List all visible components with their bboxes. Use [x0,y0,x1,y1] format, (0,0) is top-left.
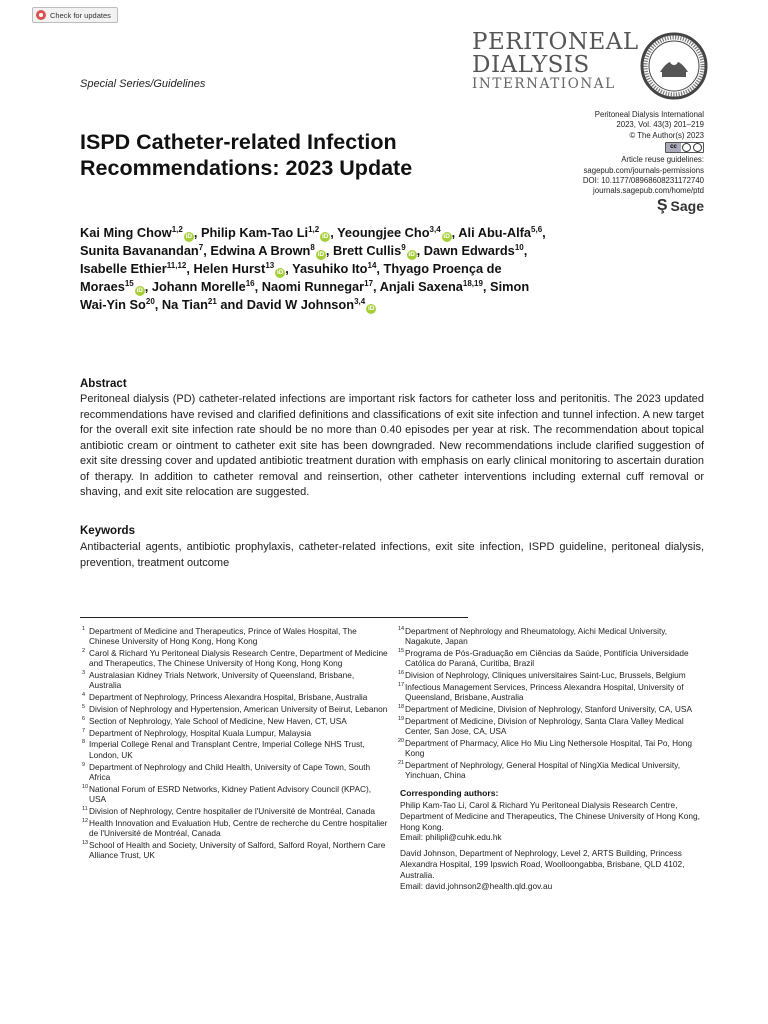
author-name[interactable]: Ali Abu-Alfa [458,225,532,240]
check-for-updates-badge[interactable] [32,7,118,23]
update-icon [36,10,46,20]
affiliation-text: Department of Medicine and Therapeutics, Prince of Wales Hospital, The Chinese University of Hong Kong, Hong Kong [89,626,357,647]
abstract-heading: Abstract [80,378,127,390]
affiliation-text: Department of Nephrology and Rheumatology, Aichi Medical University, Nagakute, Japan [405,626,668,647]
affiliation [84,806,388,816]
affiliation-number: 19 [398,715,405,722]
author-name[interactable]: Helen Hurst [193,261,266,276]
author-separator: , [451,225,459,240]
author-affiliation-ref: 20 [145,297,155,306]
affiliation-text: Infectious Management Services, Princess Alexandra Hospital, University of Queensland, Brisbane, Australia [405,681,684,703]
author-affiliation-ref: 11,12 [166,261,187,270]
author-separator: , [285,261,293,276]
affiliation-text: Department of Nephrology, Hospital Kuala Lumpur, Malaysia [89,727,312,738]
affiliation-text: Carol & Richard Yu Peritoneal Dialysis Research Centre, Department of Medicine and Therapeutics, The Chinese University of Hong Kong, Hong Kong [89,648,388,669]
author[interactable] [458,225,542,240]
author[interactable] [380,279,483,294]
author[interactable] [424,243,524,258]
affiliation-text: Department of Medicine, Division of Nephrology, Santa Clara Valley Medical Center, San Jose, CA, USA [405,715,684,737]
affiliation-text: Programa de Pós-Graduação em Ciências da Saúde, Pontifícia Universidade Católica do Paraná, Curitiba, Brazil [405,648,689,669]
author-affiliation-ref: 1,2 [308,225,320,234]
affiliation [84,716,388,726]
affiliation-number: 10 [82,783,89,790]
footnote-divider [80,617,468,618]
affiliation-number: 17 [398,681,405,688]
affiliation-number: 3 [82,670,86,677]
affiliation-number: 14 [398,626,405,632]
author-affiliation-ref: 17 [364,279,374,288]
author-separator: , [416,243,424,258]
affiliation-number: 13 [82,839,89,846]
author-affiliation-ref: 5,6 [531,225,543,234]
orcid-icon[interactable]: iD [185,233,193,240]
author[interactable] [292,261,376,276]
author[interactable] [80,225,194,240]
reuse-label: Article reuse guidelines: [621,155,704,165]
affiliation-number: 16 [398,670,405,677]
keywords-text: Antibacterial agents, antibiotic prophylaxis, catheter-related infections, exit site infection, ISPD guideline, peritoneal dialysis, prevention, treatment outcome [80,541,704,569]
author-affiliation-ref: 8 [310,243,315,252]
author-name[interactable]: Philip Kam-Tao Li [200,225,309,240]
author-name[interactable]: Johann Morelle [151,279,246,294]
orcid-icon[interactable]: iD [136,287,143,294]
affiliations-left [84,626,388,862]
author-separator: , [330,225,338,240]
orcid-icon[interactable]: iD [321,233,329,240]
author-separator: and [216,297,247,312]
journal-citation: Peritoneal Dialysis International [594,110,704,119]
corresponding-authors [400,800,705,891]
update-badge-label: Check for updates [50,10,111,20]
corresponding-address: Philip Kam-Tao Li, Carol & Richard Yu Peritoneal Dialysis Research Centre, Department of Medicine and Therapeutics, The Chinese University of Hong Kong, Hong Kong. [400,799,700,832]
affiliation-number: 7 [82,727,86,734]
corresponding-author [400,800,705,843]
author-name[interactable]: Simon Wai-Yin So [80,279,530,312]
author-separator: , [376,261,384,276]
author-separator: , [542,225,546,240]
author-separator: , [203,243,211,258]
author-name[interactable]: Brett Cullis [332,243,402,258]
author-separator: , [523,243,528,258]
cc-license-icon[interactable] [665,142,704,153]
affiliation [84,692,388,702]
affiliation [84,762,388,783]
affiliation-number: 9 [82,761,86,768]
author-name[interactable]: Yeoungjee Cho [337,225,430,240]
affiliation-text: Division of Nephrology, Cliniques universitaires Saint-Luc, Brussels, Belgium [405,670,686,681]
affiliation-text: Australasian Kidney Trials Network, University of Queensland, Brisbane, Australia [89,670,355,691]
author-separator: , [144,279,152,294]
author-separator: , [373,279,380,294]
affiliation-text: Division of Nephrology and Hypertension, American University of Beirut, Lebanon [89,704,388,715]
affiliation-number: 6 [82,715,86,722]
affiliation [84,704,388,714]
orcid-icon[interactable]: iD [408,251,415,258]
affiliation-number: 15 [398,648,405,655]
author-list [80,224,550,314]
author[interactable] [247,297,376,312]
author-separator: , [186,261,194,276]
corresponding-address: David Johnson, Department of Nephrology, Level 2, ARTS Building, Princess Alexandra Hospital, 199 Ipswich Road, Woolloongabba, Brisbane, QLD 4102, Australia. [400,848,685,880]
author[interactable] [80,243,203,258]
sage-icon: Ş [656,196,668,214]
affiliation-text: Department of Nephrology and Child Health, University of Cape Town, South Africa [89,761,371,782]
author[interactable] [333,243,417,258]
author-separator: , [325,243,333,258]
affiliation-text: Imperial College Renal and Transplant Centre, Imperial College NHS Trust, London, UK [89,739,365,760]
affiliation-number: 1 [82,626,86,632]
author[interactable] [162,297,217,312]
corresponding-heading: Corresponding authors: [400,787,499,798]
author[interactable] [193,261,285,276]
orcid-icon[interactable]: iD [367,305,375,312]
affiliation [400,670,705,680]
affiliation-text: National Forum of ESRD Networks, Kidney Patient Advisory Council (KPAC), USA [89,783,372,804]
author-name[interactable]: Naomi Runnegar [261,279,365,294]
author-affiliation-ref: 3,4 [354,297,366,306]
author-affiliation-ref: 3,4 [429,225,441,234]
author-separator: , [482,279,491,294]
journal-logo [472,31,639,92]
affiliation-number: 11 [82,805,88,812]
author-name[interactable]: Anjali Saxena [379,279,463,294]
cc-nc-icon [693,143,702,152]
affiliation-list-right [400,626,705,781]
journal-name-line2: DIALYSIS [472,52,590,78]
affiliation-text: Department of Nephrology, Princess Alexandra Hospital, Brisbane, Australia [89,692,368,703]
author-affiliation-ref: 18,19 [462,279,483,288]
journal-name-line3: INTERNATIONAL [472,76,616,92]
author[interactable] [80,261,186,276]
keywords-heading: Keywords [80,525,135,537]
reuse-link[interactable]: sagepub.com/journals-permissions [583,165,704,175]
affiliations-right [400,626,705,896]
author-name[interactable]: Sunita Bavanandan [80,243,199,258]
journal-name-line1: PERITONEAL [472,29,639,55]
affiliation-number: 8 [82,739,86,746]
affiliation-text: Department of Pharmacy, Alice Ho Miu Ling Nethersole Hospital, Tai Po, Hong Kong [405,737,692,759]
affiliation [84,818,388,839]
article-title: ISPD Catheter-related Infection Recommendations: 2023 Update [80,130,413,180]
affiliation [84,670,388,691]
affiliation-number: 5 [82,704,86,711]
volume-info: 2023, Vol. 43(3) 201–219 [616,120,704,130]
corresponding-email[interactable]: Email: philipli@cuhk.edu.hk [400,832,502,843]
author[interactable] [337,225,452,240]
affiliation [400,738,705,759]
author-name[interactable]: Edwina A Brown [210,243,311,258]
affiliation-number: 12 [82,817,89,824]
publisher-logo [444,196,704,214]
corresponding-author [400,848,705,891]
author-name[interactable]: Dawn Edwards [423,243,515,258]
affiliation [84,728,388,738]
journal-link[interactable]: journals.sagepub.com/home/ptd [593,186,704,196]
author-separator: , [254,279,262,294]
affiliation-text: Division of Nephrology, Centre hospitalier de l'Université de Montréal, Canada [89,805,375,816]
author[interactable] [210,243,325,258]
cc-by-icon [682,143,691,152]
affiliation [400,682,705,703]
author-affiliation-ref: 13 [265,261,275,270]
publication-info [444,110,704,214]
affiliation-number: 2 [82,648,86,655]
abstract-text: Peritoneal dialysis (PD) catheter-related infections are important risk factors for catheter loss and peritonitis. The 2023 updated recommendations have revised and clarified definitions and classifications of exit site infection and tunnel infection. A new target for the overall exit site infection rate should be no more than 0.40 episodes per year at risk. The recommendation about topical antibiotic cream or ointment to catheter exit site has been downgraded. New recommendations include clarified suggestion of exit site dressing cover and updated antibiotic treatment duration with emphasis on early clinical monitoring to ascertain duration of therapy. In addition to catheter removal and reinsertion, other catheter interventions including external cuff removal or shaving, and exit site relocation are suggested. [80,393,704,498]
affiliation [400,626,705,647]
affiliation [84,648,388,669]
author-name[interactable]: Thyago Proença de Moraes [80,261,502,294]
affiliation [84,784,388,805]
publisher-name: Sage [670,197,704,214]
affiliation-text: Department of Nephrology, General Hospital of NingXia Medical University, Yinchuan, China [405,760,680,781]
corresponding-email[interactable]: Email: david.johnson2@health.qld.gov.au [400,880,553,891]
affiliation [84,840,388,861]
author-affiliation-ref: 21 [207,297,217,306]
orcid-icon[interactable]: iD [443,233,450,240]
society-seal-icon [640,32,708,100]
author-affiliation-ref: 16 [245,279,255,288]
author-affiliation-ref: 9 [401,243,406,252]
affiliation [400,760,705,781]
orcid-icon[interactable]: iD [276,269,284,276]
author-affiliation-ref: 7 [198,243,204,252]
author-affiliation-ref: 14 [367,261,377,270]
affiliation-text: Section of Nephrology, Yale School of Medicine, New Haven, CT, USA [89,715,347,726]
affiliation [400,648,705,669]
author-affiliation-ref: 1,2 [171,225,183,234]
author-name[interactable]: David W Johnson [246,297,355,312]
affiliation-text: Department of Medicine, Division of Nephrology, Stanford University, CA, USA [405,704,692,715]
affiliation [84,739,388,760]
author[interactable] [262,279,373,294]
author-name[interactable]: Kai Ming Chow [80,225,172,240]
author-separator: , [154,297,162,312]
article-series: Special Series/Guidelines [80,78,206,90]
affiliation [400,716,705,737]
author[interactable] [152,279,255,294]
cc-label: cc [666,143,681,152]
affiliation [84,626,388,647]
author-affiliation-ref: 10 [514,243,524,252]
author-affiliation-ref: 15 [124,279,134,288]
affiliation-number: 4 [82,692,86,699]
orcid-icon[interactable]: iD [317,251,325,258]
doi[interactable]: DOI: 10.1177/08968608231172740 [582,176,704,186]
copyright: © The Author(s) 2023 [629,130,704,140]
author-name[interactable]: Isabelle Ethier [80,261,167,276]
affiliation [400,704,705,714]
affiliation-number: 20 [398,737,405,744]
affiliation-text: Health Innovation and Evaluation Hub, Centre de recherche du Centre hospitalier de l'Université de Montréal, Canada [89,817,388,838]
author-separator: , [193,225,201,240]
author-name[interactable]: Yasuhiko Ito [292,261,368,276]
affiliation-number: 18 [398,704,405,711]
author[interactable] [201,225,330,240]
affiliation-text: School of Health and Society, University of Salford, Salford Royal, Northern Care Alliance Trust, UK [89,839,386,860]
affiliation-number: 21 [398,760,405,767]
author-name[interactable]: Na Tian [161,297,208,312]
